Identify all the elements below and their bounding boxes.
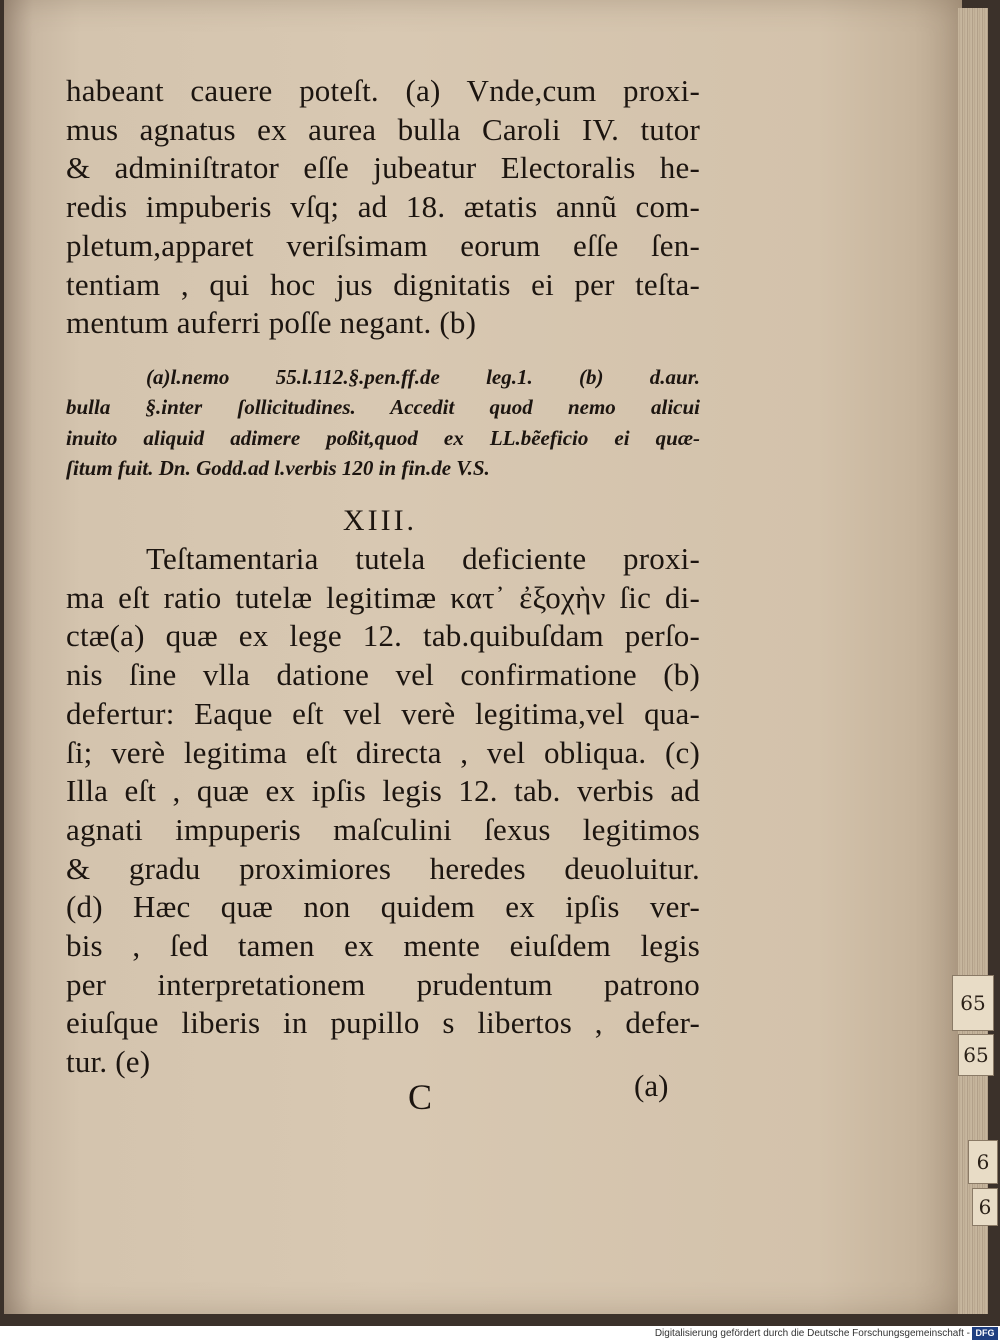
- text-line: (d) Hæc quæ non quidem ex ipſis ver-: [66, 889, 700, 925]
- dfg-logo: DFG: [972, 1327, 998, 1340]
- text-line: bis , ſed tamen ex mente eiuſdem legis: [66, 928, 700, 964]
- text-line: redis impuberis vſq; ad 18. ætatis annũ com-: [66, 189, 700, 225]
- text-line: tentiam , qui hoc jus dignitatis ei per teſta-: [66, 266, 700, 302]
- body-text-top: [66, 72, 700, 343]
- text-line: per interpretationem prudentum patrono: [66, 966, 700, 1002]
- text-line: Teſtamentaria tutela deficiente proxi-: [146, 541, 700, 576]
- text-line: ctæ(a) quæ ex lege 12. tab.quibuſdam perſo-: [66, 618, 700, 654]
- footnote-line: inuito aliquid adimere poßit,quod ex LL.bẽeficio ei quæ-: [66, 425, 700, 450]
- footer-credit: Digitalisierung gefördert durch die Deutsche Forschungsgemeinschaft -: [654, 1328, 970, 1339]
- text-line: pletum,apparet veriſsimam eorum eſſe ſen-: [66, 227, 700, 263]
- footnotes: [66, 362, 700, 483]
- text-line: & gradu proximiores heredes deuoluitur.: [66, 850, 700, 886]
- text-line: mentum auferri poſſe negant. (b): [66, 305, 477, 341]
- body-text-bottom: [66, 540, 700, 1082]
- text-line: eiuſque liberis in pupillo s libertos , defer-: [66, 1005, 700, 1041]
- page-tab: 65: [958, 1034, 994, 1076]
- catchword: (a): [634, 1068, 669, 1103]
- page-tab: 6: [968, 1140, 998, 1184]
- text-line: ſi; verè legitima eſt directa , vel obliqua. (c): [66, 734, 700, 770]
- text-line: defertur: Eaque eſt vel verè legitima,vel qua-: [66, 695, 700, 731]
- text-line: agnati impuperis maſculini ſexus legitimos: [66, 811, 700, 847]
- section-heading: XIII.: [342, 504, 418, 537]
- footnote-line: (a)l.nemo 55.l.112.§.pen.ff.de leg.1. (b) d.aur.: [146, 365, 700, 389]
- text-line: habeant cauere poteſt. (a) Vnde,cum proxi-: [66, 73, 700, 108]
- text-line: & adminiſtrator eſſe jubeatur Electoralis he-: [66, 150, 700, 186]
- text-line: mus agnatus ex aurea bulla Caroli IV. tutor: [66, 111, 700, 147]
- page-edges: [958, 8, 988, 1314]
- text-line: nis ſine vlla datione vel confirmatione (b): [66, 657, 700, 693]
- page-tab: 6: [972, 1188, 998, 1226]
- text-line: Illa eſt , quæ ex ipſis legis 12. tab. verbis ad: [66, 773, 700, 809]
- signature-mark: C: [408, 1077, 433, 1117]
- footnote-line: ſitum fuit. Dn. Godd.ad l.verbis 120 in fin.de V.S.: [66, 455, 490, 480]
- footer-bar: [0, 1326, 1000, 1341]
- text-line: tur. (e): [66, 1044, 151, 1080]
- text-line: ma eſt ratio tutelæ legitimæ κατ᾽ ἐξοχὴν ſic di-: [66, 579, 700, 615]
- footnote-line: bulla §.inter ſollicitudines. Accedit quod nemo alicui: [66, 395, 700, 420]
- page-tab: 65: [952, 975, 994, 1031]
